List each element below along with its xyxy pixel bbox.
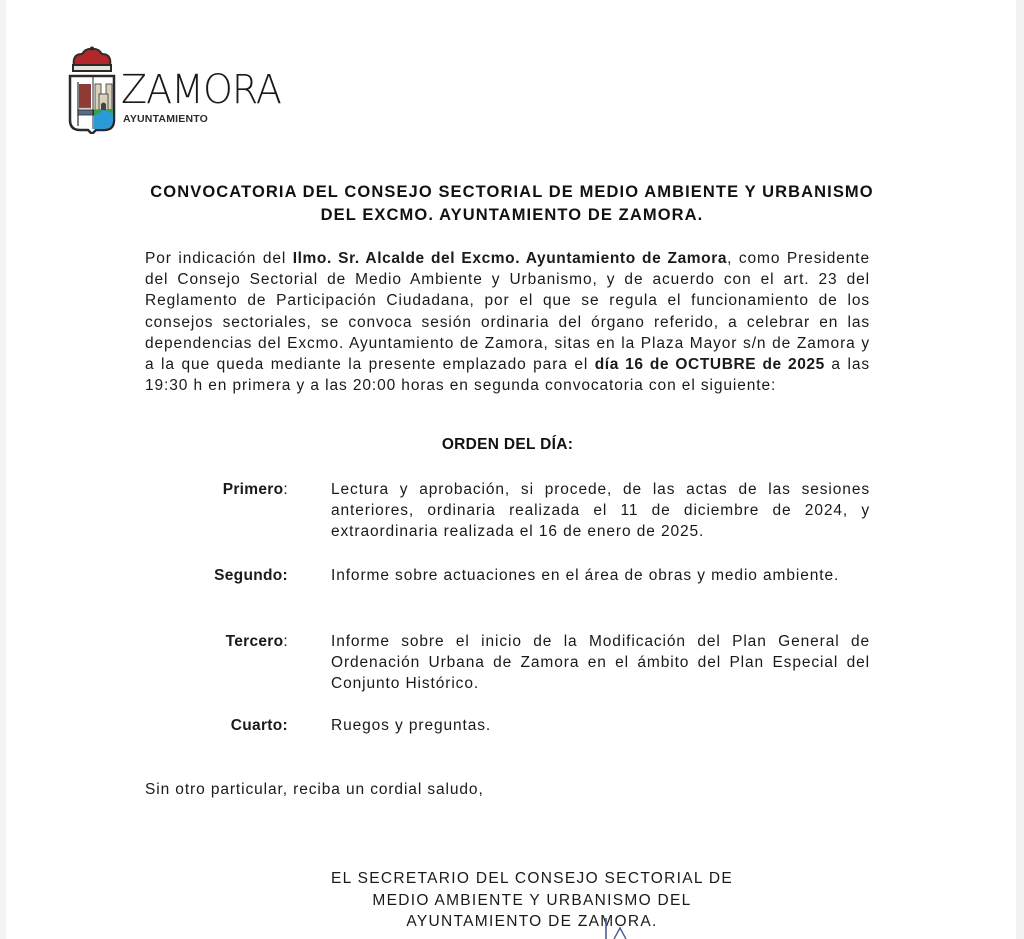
handwritten-signature-icon	[600, 918, 630, 939]
agenda-label-text: Primero	[222, 481, 284, 498]
agenda-item-label	[223, 479, 288, 500]
agenda-label-colon: :	[283, 633, 288, 650]
coat-of-arms-icon	[66, 46, 118, 134]
intro-text-1: Por indicación del	[145, 250, 293, 267]
logo-subtitle: AYUNTAMIENTO	[123, 113, 209, 125]
agenda-label-colon: :	[283, 481, 288, 498]
intro-mayor: Ilmo. Sr. Alcalde del Excmo. Ayuntamiento de Zamora	[292, 250, 728, 267]
agenda-item-text: Lectura y aprobación, si procede, de las actas de las sesiones anteriores, ordinaria realizada el 11 de diciembre de 2024, y extraordinaria realizada el 16 de enero de 2025.	[331, 481, 870, 541]
agenda-item-text: Informe sobre actuaciones en el área de obras y medio ambiente.	[331, 567, 840, 584]
signature-line-3: AYUNTAMIENTO DE ZAMORA.	[406, 913, 658, 930]
signature-line-2: MEDIO AMBIENTE Y URBANISMO DEL	[372, 891, 692, 909]
page-edge-right	[1016, 0, 1024, 939]
agenda-item-text: Informe sobre el inicio de la Modificación del Plan General de Ordenación Urbana de Zamora en el ámbito del Plan Especial del Conjunto Histórico.	[331, 633, 870, 693]
agenda-item-label	[226, 631, 288, 652]
agenda-label-text: Cuarto:	[230, 717, 288, 734]
agenda-item-label	[214, 565, 288, 586]
agenda-item-text: Ruegos y preguntas.	[331, 717, 492, 734]
closing-greeting: Sin otro particular, reciba un cordial saludo,	[145, 781, 484, 798]
agenda-title: ORDEN DEL DÍA:	[441, 436, 574, 453]
title-line-1: CONVOCATORIA DEL CONSEJO SECTORIAL DE MEDIO AMBIENTE Y URBANISMO	[150, 183, 874, 201]
logo-wordmark: ZAMORA	[121, 67, 281, 113]
signature-line-1: EL SECRETARIO DEL CONSEJO SECTORIAL DE	[331, 870, 733, 887]
intro-date: día 16 de OCTUBRE de 2025	[594, 356, 825, 374]
intro-paragraph	[145, 248, 870, 396]
agenda-label-text: Tercero	[225, 633, 284, 650]
intro-text-2: , como Presidente del Consejo Sectorial de Medio Ambiente y Urbanismo, y de acuerdo con el art. 23 del Reglamento de Participación Ciudadana, por el que se regula el funcionamiento de los consejos sectoriales, se convoca sesión ordinaria del órgano referido, a celebrar en las dependencias del Excmo. Ayuntamiento de Zamora, sitas en la Plaza Mayor s/n de Zamora y a la que queda mediante la presente emplazado para el	[145, 250, 870, 374]
intro-text-3: a las 19:30 h en primera y a las 20:00 horas en segunda convocatoria con el siguiente:	[145, 356, 870, 395]
document-title	[144, 181, 880, 227]
signature-block	[300, 868, 764, 933]
agenda-label-text: Segundo:	[214, 567, 288, 584]
title-line-2: DEL EXCMO. AYUNTAMIENTO DE ZAMORA.	[320, 206, 704, 224]
agenda-item-label	[231, 715, 288, 736]
ayuntamiento-logo	[66, 46, 286, 136]
